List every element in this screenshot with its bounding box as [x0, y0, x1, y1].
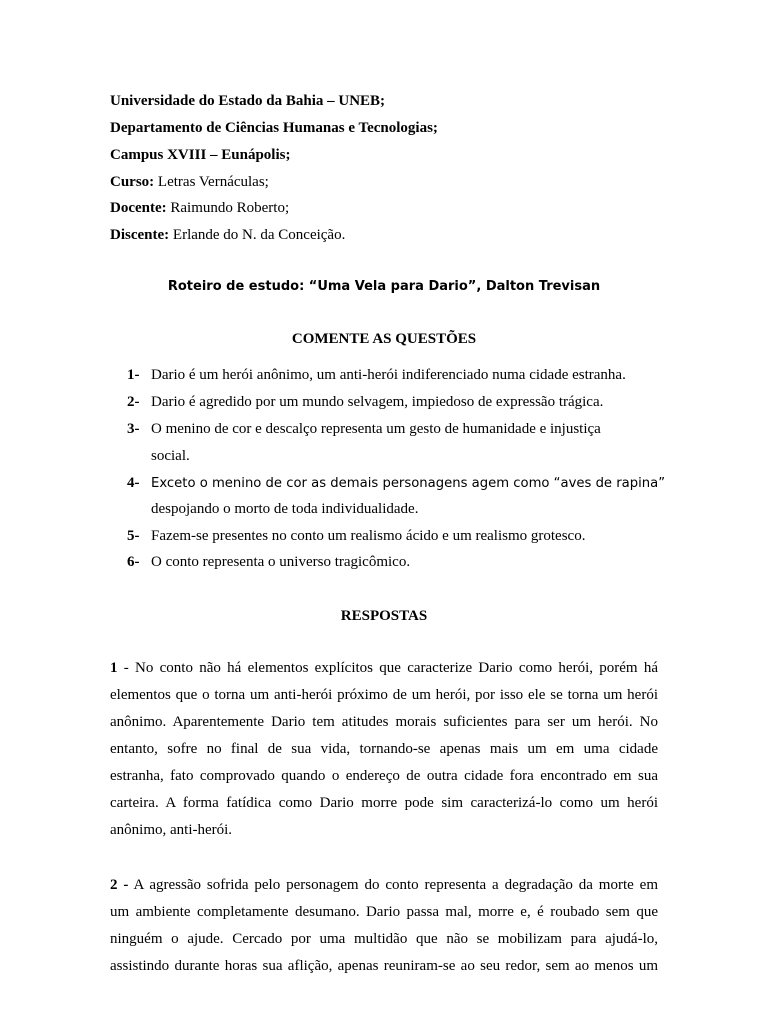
question-text: O menino de cor e descalço representa um gesto de humanidade e injustiça	[151, 421, 601, 437]
question-text: Fazem-se presentes no conto um realismo ácido e um realismo grotesco.	[151, 528, 586, 544]
question-number: 6-	[127, 554, 140, 570]
answer-line: elementos que o torna um anti-herói próximo de um herói, por isso ele se torna um herói	[110, 687, 658, 703]
question-number: 1-	[127, 367, 140, 383]
student-label: Discente:	[110, 227, 170, 243]
teacher-label: Docente:	[110, 200, 167, 216]
document-title: Roteiro de estudo: “Uma Vela para Dario”, Dalton Trevisan	[167, 279, 601, 294]
question-text: Dario é agredido por um mundo selvagem, impiedoso de expressão trágica.	[151, 394, 604, 410]
question-number: 5-	[127, 528, 140, 544]
question-number: 2-	[127, 394, 140, 410]
university-line: Universidade do Estado da Bahia – UNEB;	[110, 93, 386, 109]
answers-heading: RESPOSTAS	[340, 608, 428, 624]
answer-number: 1	[110, 660, 118, 676]
question-number: 3-	[127, 421, 140, 437]
question-text-continuation: despojando o morto de toda individualidade.	[151, 501, 419, 517]
questions-heading: COMENTE AS QUESTÕES	[291, 331, 477, 347]
answer-separator: -	[117, 660, 136, 676]
answer-line	[110, 655, 658, 682]
answer-paragraph-1	[110, 655, 658, 844]
question-text: Dario é um herói anônimo, um anti-herói indiferenciado numa cidade estranha.	[151, 367, 626, 383]
answer-line: assistindo durante horas sua aflição, apenas reuniram-se ao seu redor, sem ao menos um	[110, 958, 658, 974]
question-number: 4-	[127, 475, 140, 491]
answer-line: anônimo, anti-herói.	[110, 822, 233, 838]
student-line	[110, 226, 345, 244]
answer-line: estranha, fato comprovado quando o endereço de outra cidade fora encontrado em sua	[110, 768, 658, 784]
answer-paragraph-2	[110, 872, 658, 980]
answer-line: carteira. A forma fatídica como Dario morre pode sim caracterizá-lo como um herói	[110, 795, 658, 811]
question-text-continuation: social.	[151, 448, 190, 464]
teacher-line	[110, 199, 289, 217]
answer-number: 2 -	[110, 877, 129, 893]
answer-text: A agressão sofrida pelo personagem do conto representa a degradação da morte em	[133, 877, 658, 893]
course-label: Curso:	[110, 174, 155, 190]
question-text: Exceto o menino de cor as demais personagens agem como “aves de rapina”	[151, 476, 666, 491]
answer-text: No conto não há elementos explícitos que caracterize Dario como herói, porém há	[135, 660, 658, 676]
teacher-value: Raimundo Roberto;	[166, 200, 290, 216]
answer-line: um ambiente completamente desumano. Dario passa mal, morre e, é roubado sem que	[110, 904, 658, 920]
course-line	[110, 173, 269, 191]
campus-line: Campus XVIII – Eunápolis;	[110, 147, 291, 163]
course-value: Letras Vernáculas;	[154, 174, 269, 190]
answer-line: entanto, sofre no final de sua vida, tornando-se apenas mais um em uma cidade	[110, 741, 658, 757]
answer-line	[110, 872, 658, 899]
department-line: Departamento de Ciências Humanas e Tecnologias;	[110, 120, 438, 136]
question-text: O conto representa o universo tragicômico.	[151, 554, 411, 570]
answer-line: ninguém o ajude. Cercado por uma multidão que não se mobilizam para ajudá-lo,	[110, 931, 658, 947]
answer-line: anônimo. Aparentemente Dario tem atitudes morais suficientes para ser um herói. No	[110, 714, 658, 730]
student-value: Erlande do N. da Conceição.	[169, 227, 346, 243]
